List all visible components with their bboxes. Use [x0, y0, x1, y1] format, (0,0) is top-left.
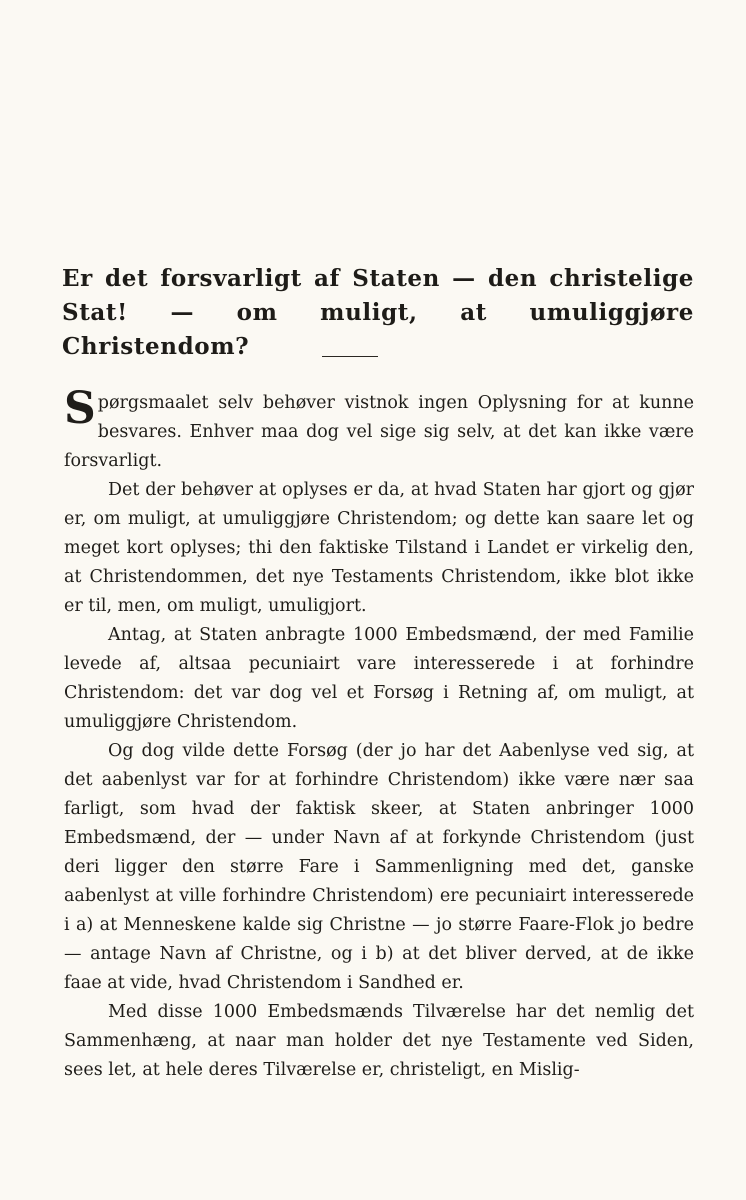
- paragraph-2: Det der behøver at oplyses er da, at hvad Staten har gjort og gjør er, om muligt, at umuliggjøre Christendom; og dette kan saare let og meget kort oplyses; thi den faktiske Tilstand i Landet er virkelig den, at Christendommen, det nye Testaments Christendom, ikke blot ikke er til, men, om muligt, umuligjort.: [64, 480, 694, 616]
- paragraph-3: Antag, at Staten anbragte 1000 Embedsmænd, der med Familie levede af, altsaa pecuniairt vare interesserede i at forhindre Christendom: det var dog vel et Forsøg i Retning af, om muligt, at umuliggjøre Christendom.: [64, 625, 694, 732]
- chapter-title: Er det forsvarligt af Staten — den christelige Stat! — om muligt, at umuliggjøre Christendom?: [62, 265, 694, 360]
- paragraph-1-text: pørgsmaalet selv behøver vistnok ingen Oplysning for at kunne besvares. Enhver maa dog vel sige sig selv, at det kan ikke være forsvarligt.: [64, 393, 694, 471]
- drop-cap: S: [64, 383, 96, 434]
- paragraph-5: Med disse 1000 Embedsmænds Tilværelse har det nemlig det Sammenhæng, at naar man holder det nye Testamente ved Siden, sees let, at hele deres Tilværelse er, christeligt, en Mislig-: [64, 1002, 694, 1080]
- paragraph-4: Og dog vilde dette Forsøg (der jo har det Aabenlyse ved sig, at det aabenlyst var for at forhindre Christendom) ikke være nær saa farligt, som hvad der faktisk skeer, at Staten anbringer 1000 Embedsmænd, der — under Navn af at forkynde Christendom (just deri ligger den større Fare i Sammenligning med det, ganske aabenlyst at ville forhindre Christendom) ere pecuniairt interesserede i a) at Menneskene kalde sig Christne — jo større Faare-Flok jo bedre — antage Navn af Christne, og i b) at det bliver derved, at de ikke faae at vide, hvad Christendom i Sandhed er.: [64, 741, 694, 993]
- title-divider: [322, 356, 378, 357]
- body-text: [64, 383, 694, 1085]
- paragraph-1: [64, 383, 694, 476]
